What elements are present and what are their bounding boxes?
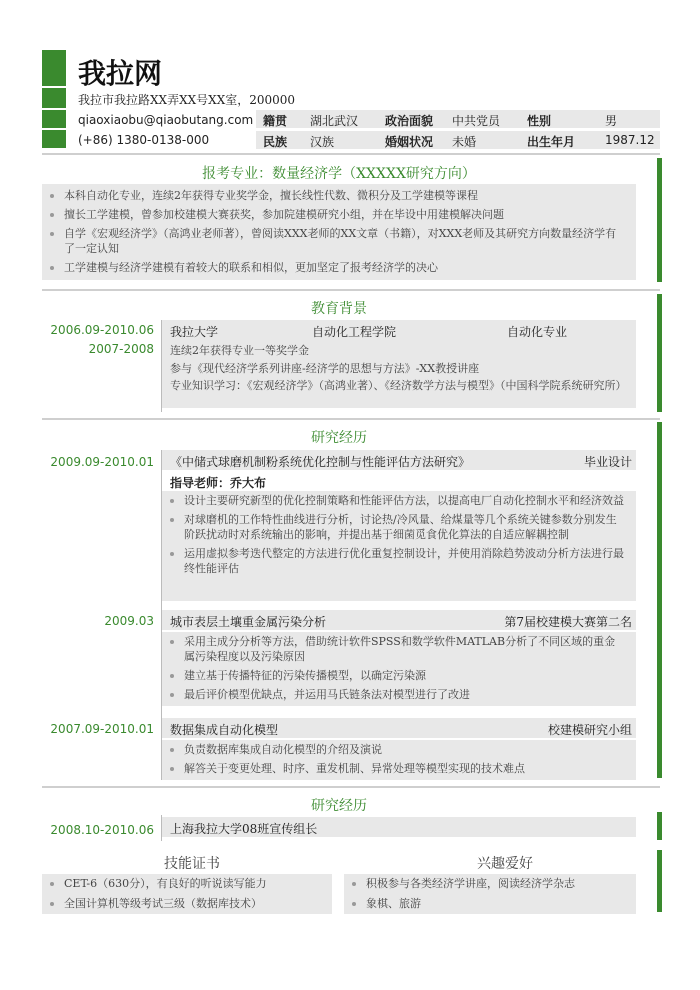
school-name: 我拉大学: [170, 325, 219, 339]
section-accent-bar: [657, 812, 662, 840]
edu-line: 参与《现代经济学系列讲座-经济学的思想与方法》-XX教授讲座: [170, 362, 480, 375]
list-item: 负责数据库集成自动化模型的介绍及演说: [162, 742, 624, 757]
info-value: 中共党员: [452, 114, 501, 128]
email[interactable]: qiaoxiaobu@qiaobutang.com: [78, 113, 254, 127]
hobbies-list: [344, 874, 636, 911]
project-name: 《中储式球磨机制粉系统优化控制与性能评估方法研究》: [170, 455, 471, 469]
project-name: 城市表层土壤重金属污染分析: [170, 615, 327, 629]
project-name: 数据集成自动化模型: [170, 723, 279, 737]
info-key: 婚姻状况: [385, 135, 434, 149]
project-date: 2007.09-2010.01: [50, 722, 154, 736]
list-item: 象棋、旅游: [344, 896, 636, 911]
info-key: 出生年月: [527, 135, 576, 149]
project-panel: [162, 491, 636, 601]
research-title: 研究经历: [311, 430, 367, 446]
divider: [42, 418, 660, 420]
major-name: 自动化专业: [507, 325, 568, 339]
phone: (+86) 1380-0138-000: [78, 133, 210, 147]
hobbies-title: 兴趣爱好: [477, 856, 533, 872]
address: 我拉市我拉路XX弄XX号XX室，200000: [78, 93, 296, 107]
scholarship-date: 2007-2008: [88, 342, 154, 356]
hobbies-panel: [344, 874, 636, 914]
resume-name: 我拉网: [78, 57, 163, 90]
project-list: [162, 491, 636, 576]
list-item: 工学建模与经济学建模有着较大的联系和相似，更加坚定了报考经济学的决心: [42, 260, 622, 275]
skills-title: 技能证书: [164, 856, 220, 872]
skills-panel: [42, 874, 332, 914]
list-item: 最后评价模型优缺点，并运用马氏链条法对模型进行了改进: [162, 687, 624, 702]
header-accent-bar: [42, 130, 66, 148]
project-list: [162, 632, 636, 702]
section-accent-bar: [657, 294, 662, 412]
project-date: 2009.09-2010.01: [50, 455, 154, 469]
list-item: 全国计算机等级考试三级（数据库技术）: [42, 896, 332, 911]
info-value: 汉族: [310, 135, 335, 149]
list-item: 积极参与各类经济学讲座，阅读经济学杂志: [344, 876, 636, 891]
info-value: 1987.12: [605, 133, 655, 147]
edu-line: 连续2年获得专业一等奖学金: [170, 344, 309, 357]
list-item: 设计主要研究新型的优化控制策略和性能评估方法，以提高电厂自动化控制水平和经济效益: [162, 493, 624, 508]
research2-title: 研究经历: [311, 798, 367, 814]
list-item: 擅长工学建模，曾参加校建模大赛获奖，参加院建模研究小组，并在毕设中用建模解决问题: [42, 207, 622, 222]
project-list: [162, 740, 636, 776]
list-item: 采用主成分分析等方法，借助统计软件SPSS和数学软件MATLAB分析了不同区域的重金属污染程度以及污染原因: [162, 634, 624, 664]
divider: [42, 153, 660, 155]
objective-panel: [42, 184, 636, 280]
list-item: 对球磨机的工作特性曲线进行分析，讨论热/冷风量、给煤量等几个系统关键参数分别发生阶跃扰动时对系统输出的影响，并提出基于细菌觅食优化算法的自适应解耦控制: [162, 512, 624, 542]
college-name: 自动化工程学院: [312, 325, 397, 339]
section-accent-bar: [657, 158, 662, 282]
info-key: 籍贯: [263, 114, 288, 128]
project-tag: 第7届校建模大赛第二名: [504, 615, 632, 629]
project-panel: [162, 740, 636, 780]
list-item: 解答关于变更处理、时序、重发机制、异常处理等模型实现的技术难点: [162, 761, 624, 776]
info-key: 民族: [263, 135, 288, 149]
info-key: 性别: [527, 114, 552, 128]
info-value: 湖北武汉: [310, 114, 359, 128]
research2-date: 2008.10-2010.06: [50, 823, 154, 837]
list-item: 本科自动化专业，连续2年获得专业奖学金，擅长线性代数、微积分及工学建模等课程: [42, 188, 622, 203]
research2-text: 上海我拉大学08班宣传组长: [170, 822, 318, 836]
section-accent-bar: [657, 422, 662, 778]
list-item: CET-6（630分），有良好的听说读写能力: [42, 876, 332, 891]
project-panel: [162, 632, 636, 706]
info-key: 政治面貌: [385, 114, 434, 128]
header-accent-bar: [42, 88, 66, 108]
list-item: 运用虚拟参考迭代整定的方法进行优化重复控制设计，并使用消除趋势波动分析方法进行最终性能评估: [162, 546, 624, 576]
header-accent-bar: [42, 110, 66, 128]
objective-title: 报考专业：数量经济学（XXXXX研究方向）: [202, 166, 476, 182]
project-tag: 校建模研究小组: [547, 723, 632, 737]
list-item: 建立基于传播特征的污染传播模型，以确定污染源: [162, 668, 624, 683]
list-item: 自学《宏观经济学》（高鸿业老师著），曾阅读XXX老师的XX文章（书籍），对XXX老师及其研究方向数量经济学有了一定认知: [42, 226, 622, 256]
header-accent-bar: [42, 50, 66, 86]
divider: [42, 289, 660, 291]
education-title: 教育背景: [311, 301, 367, 317]
project-advisor: 指导老师：乔大布: [170, 476, 267, 490]
project-tag: 毕业设计: [583, 455, 632, 469]
divider: [42, 786, 660, 788]
education-date: 2006.09-2010.06: [50, 323, 154, 337]
info-value: 男: [605, 114, 618, 128]
skills-list: [42, 874, 332, 911]
project-date: 2009.03: [104, 614, 154, 628]
section-accent-bar: [657, 850, 662, 912]
objective-list: [42, 184, 636, 275]
info-value: 未婚: [452, 135, 477, 149]
edu-line: 专业知识学习：《宏观经济学》（高鸿业著）、《经济数学方法与模型》（中国科学院系统研究所）: [170, 379, 627, 392]
